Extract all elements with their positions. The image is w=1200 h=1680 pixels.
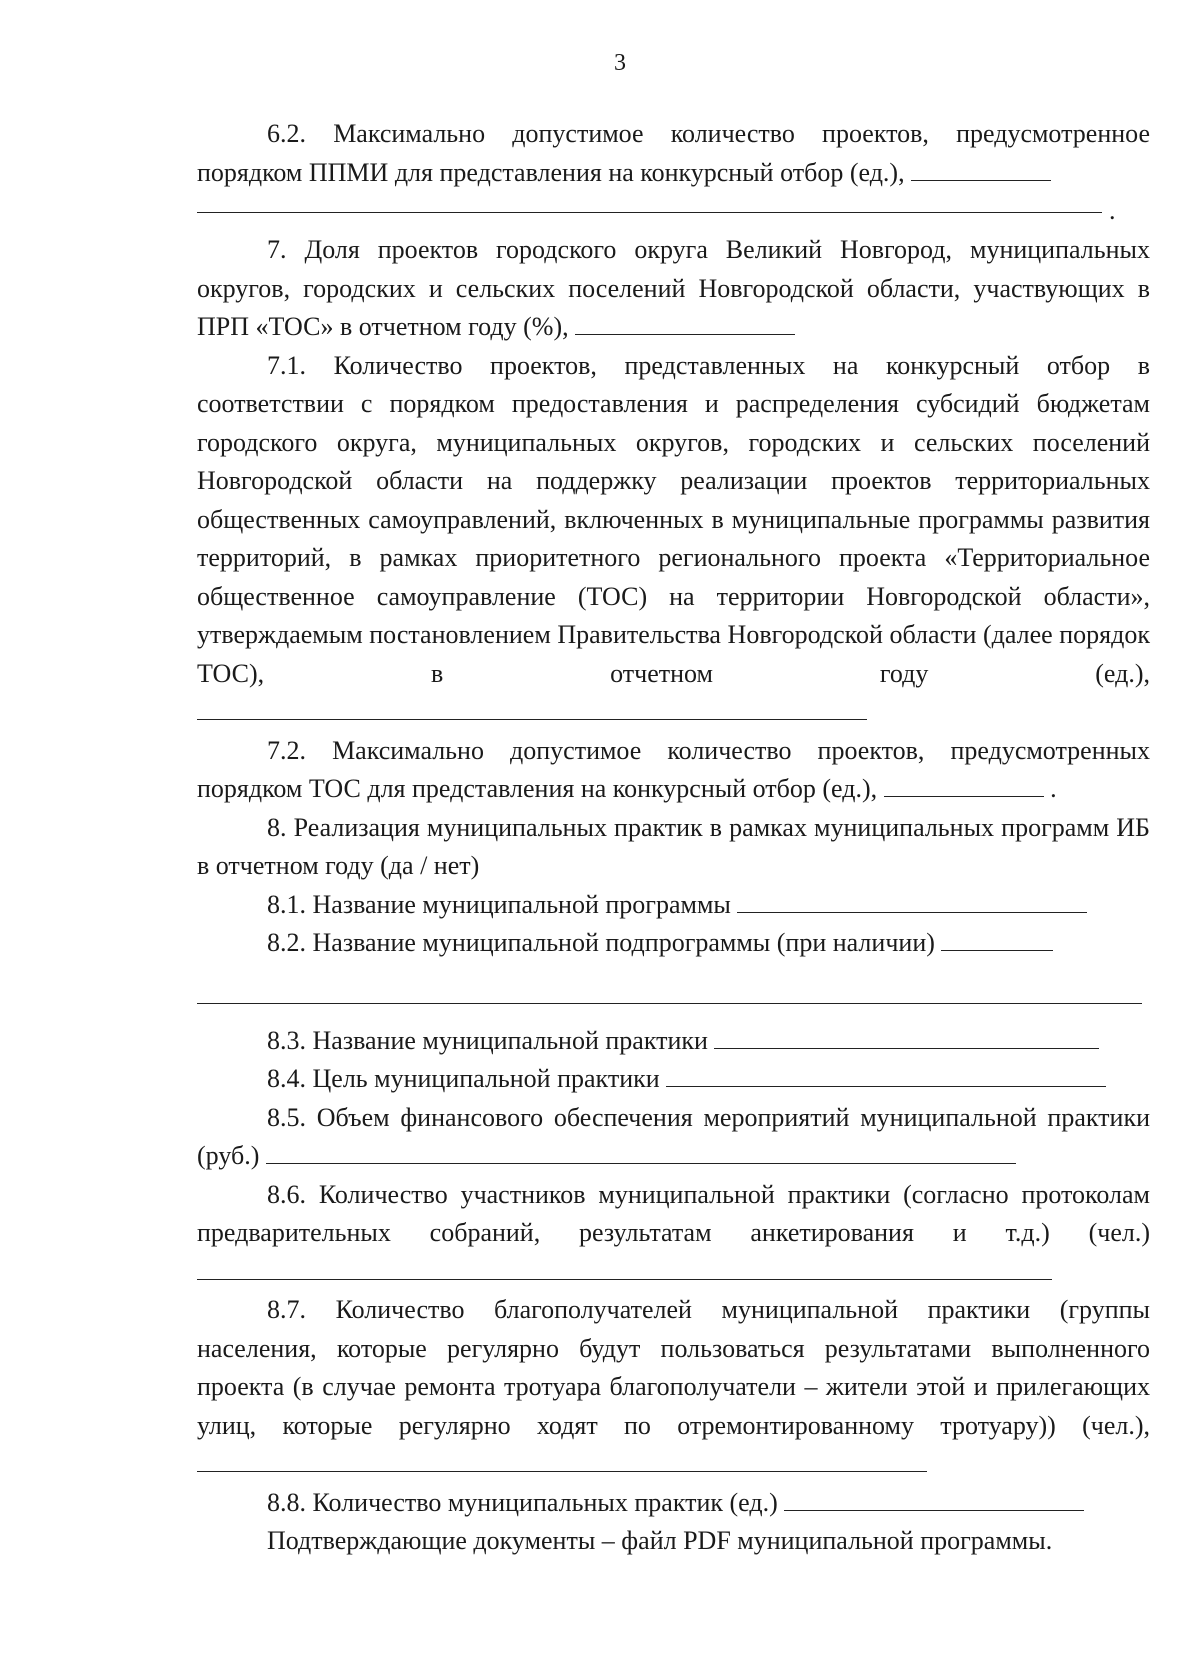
item-8-5-blank[interactable] [266,1141,1016,1164]
item-8-6-blank[interactable] [197,1257,1052,1280]
item-8-3-text: 8.3. Название муниципальной практики [267,1025,708,1055]
confirming-documents-text: Подтверждающие документы – файл PDF муниципальной программы. [267,1526,1053,1555]
item-7-2 [197,732,1150,809]
item-8-5 [197,1099,1150,1176]
item-7-blank[interactable] [575,312,795,335]
item-8-8-blank[interactable] [784,1488,1084,1511]
item-8-7 [197,1291,1150,1484]
item-8-6-text: 8.6. Количество участников муниципальной практики (согласно протоколам предварительных собраний, результатам анкетирования и т.д.) (чел.) [197,1179,1150,1247]
item-8-2-blank-line[interactable] [197,983,1142,1004]
item-7-1-blank[interactable] [197,697,867,720]
confirming-documents [197,1522,1150,1561]
item-8-1 [197,886,1150,925]
item-8-6 [197,1176,1150,1292]
item-6-2-blank[interactable] [911,158,1051,181]
item-7-1 [197,347,1150,732]
item-8-8 [197,1484,1150,1523]
item-8-2 [197,924,1150,963]
item-8-4-blank[interactable] [666,1064,1106,1087]
item-7-text: 7. Доля проектов городского округа Великий Новгород, муниципальных округов, городских и сельских поселений Новгородской области, участвующих в ПРП «ТОС» в отчетном году (%), [197,235,1150,341]
item-8-8-text: 8.8. Количество муниципальных практик (ед.) [267,1487,778,1517]
item-8-3 [197,1022,1150,1061]
item-8-2-text: 8.2. Название муниципальной подпрограммы (при наличии) [267,928,935,957]
item-7-2-period: . [1050,774,1057,803]
page-number: 3 [614,50,626,76]
item-8-1-blank[interactable] [737,890,1087,913]
item-6-2-period: . [1109,196,1116,225]
item-7-1-text: 7.1. Количество проектов, представленных на конкурсный отбор в соответствии с порядком предоставления и распределения субсидий бюджетам городского округа, муниципальных округов, городских и сельских поселений Новгородской области на поддержку реализации проектов территориальных общественных самоуправлений, включенных в муниципальные программы развития территорий, в рамках приоритетного регионального проекта «Территориальное общественное самоуправление (ТОС) на территории Новгородской области», утверждаемым постановлением Правительства Новгородской области (далее порядок ТОС), в отчетном году (ед.), [197,350,1150,688]
item-8-2-blank[interactable] [941,928,1053,951]
item-8-4-text: 8.4. Цель муниципальной практики [267,1064,660,1093]
item-8-4 [197,1060,1150,1099]
item-8-7-blank[interactable] [197,1449,927,1472]
item-6-2-blank-line[interactable] [197,192,1102,213]
item-8-3-blank[interactable] [714,1026,1099,1049]
item-8-5-text: 8.5. Объем финансового обеспечения мероприятий муниципальной практики (руб.) [197,1102,1150,1170]
item-6-2-text: 6.2. Максимально допустимое количество проектов, предусмотренное порядком ППМИ для представления на конкурсный отбор (ед.), [197,119,1150,187]
item-8-7-text: 8.7. Количество благополучателей муниципальной практики (группы населения, которые регулярно будут пользоваться результатами выполненного проекта (в случае ремонта тротуара благополучатели – жители этой и прилегающих улиц, которые регулярно ходят по отремонтированному тротуару)) (чел.), [197,1295,1150,1440]
item-8-text: 8. Реализация муниципальных практик в рамках муниципальных программ ИБ в отчетном году (да / нет) [197,812,1150,880]
document-body [197,115,1150,1561]
item-7-2-text: 7.2. Максимально допустимое количество проектов, предусмотренных порядком ТОС для представления на конкурсный отбор (ед.), [197,735,1150,803]
item-7-2-blank[interactable] [884,774,1044,797]
item-6-2 [197,115,1150,192]
item-8-1-text: 8.1. Название муниципальной программы [267,889,731,919]
item-7 [197,231,1150,347]
item-8 [197,809,1150,886]
